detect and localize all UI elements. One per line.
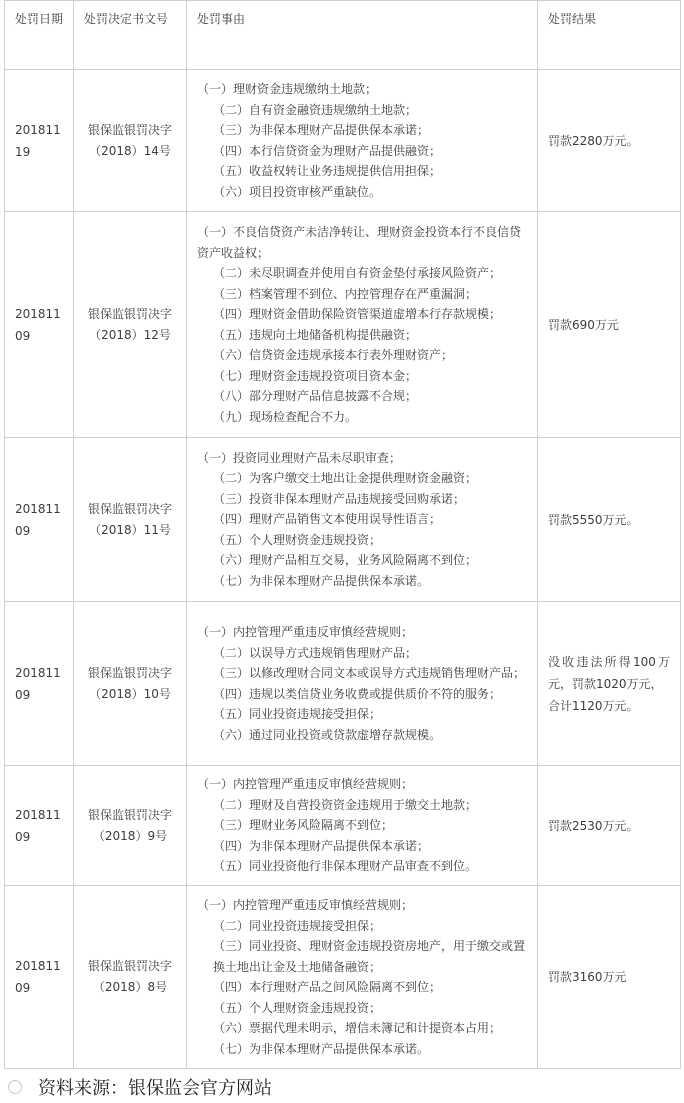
reason-item: （五）同业投资他行非保本理财产品审查不到位。 xyxy=(213,859,478,874)
reason-item: （三）投资非保本理财产品违规接受回购承诺； xyxy=(213,491,466,506)
reason-item: （六）票据代理未明示，增信未簿记和计提资本占用； xyxy=(213,1021,502,1035)
cell-date xyxy=(5,602,74,766)
reason-list xyxy=(197,774,527,877)
reason-item: （四）理财产品销售文本使用误导性语言； xyxy=(213,512,442,527)
date-text: 201811 xyxy=(15,501,61,516)
reason-item: （三）理财业务风险隔离不到位； xyxy=(213,818,394,833)
reason-item: （三）以修改理财合同文本或误导方式违规销售理财产品； xyxy=(213,666,526,680)
decision-no-text: 银保监银罚决字 xyxy=(87,807,172,822)
reason-item: （六）通过同业投资或贷款虚增存款规模。 xyxy=(213,727,442,742)
cell-reason xyxy=(187,602,538,766)
reason-item: （一）内控管理严重违反审慎经营规则； xyxy=(197,777,414,792)
reason-item: （九）现场检查配合不力。 xyxy=(213,409,358,424)
reason-item: （二）未尽职调查并使用自有资金垫付承接风险资产； xyxy=(213,266,502,280)
reason-item: （七）为非保本理财产品提供保本承诺。 xyxy=(213,1041,430,1056)
reason-item: （二）以误导方式违规销售理财产品； xyxy=(213,645,418,660)
cell-result xyxy=(538,602,681,766)
decision-no-text: （2018）9号 xyxy=(92,828,168,843)
decision-no-text: （2018）8号 xyxy=(92,980,168,994)
reason-item: （四）违规以类信贷业务收费或提供质价不符的服务； xyxy=(213,686,502,701)
result-text: 罚款5550万元。 xyxy=(548,512,639,527)
reason-item: （一）内控管理严重违反审慎经营规则； xyxy=(197,898,414,912)
circle-watermark-icon xyxy=(8,1080,22,1094)
reason-item: （五）收益权转让业务违规提供信用担保； xyxy=(213,164,442,178)
cell-result xyxy=(538,212,681,438)
cell-result xyxy=(538,766,681,886)
reason-item: （七）为非保本理财产品提供保本承诺。 xyxy=(213,573,430,588)
reason-item: （六）信贷资金违规承接本行表外理财资产； xyxy=(213,348,454,362)
decision-no-text: 银保监银罚决字 xyxy=(87,665,172,680)
cell-reason xyxy=(187,70,538,212)
cell-date xyxy=(5,766,74,886)
result-text: 没收违法所得100万元，罚款1020万元， xyxy=(548,654,670,691)
result-text: 罚款2530万元。 xyxy=(548,818,639,833)
reason-list xyxy=(197,448,527,592)
date-text: 201811 xyxy=(15,959,61,973)
reason-item: （五）同业投资违规接受担保； xyxy=(213,707,382,721)
reason-item: （七）理财资金违规投资项目资本金； xyxy=(213,368,418,383)
cell-result xyxy=(538,438,681,602)
reason-item: （二）同业投资违规接受担保； xyxy=(213,918,382,933)
cell-reason xyxy=(187,212,538,438)
decision-no-text: 银保监银罚决字 xyxy=(87,959,172,973)
reason-item: （三）同业投资、理财资金违规投资房地产，用于缴交或置换土地出让金及土地储备融资； xyxy=(213,939,526,974)
cell-reason xyxy=(187,766,538,886)
header-decision-no: 处罚决定书文号 xyxy=(74,1,187,70)
table-row xyxy=(5,70,681,212)
reason-item: （二）理财及自营投资资金违规用于缴交土地款； xyxy=(213,797,478,812)
cell-decision-no xyxy=(74,212,187,438)
reason-item: （一）投资同业理财产品未尽职审查； xyxy=(197,450,402,465)
result-text: 合计1120万元。 xyxy=(548,698,639,713)
result-text: 罚款3160万元 xyxy=(548,970,627,984)
table-row xyxy=(5,602,681,766)
source-note: 资料来源：银保监会官方网站 xyxy=(38,1078,272,1099)
reason-item: （三）档案管理不到位、内控管理存在严重漏洞； xyxy=(213,286,478,301)
reason-list xyxy=(197,895,527,1059)
header-reason: 处罚事由 xyxy=(187,1,538,70)
date-text: 09 xyxy=(15,981,31,995)
cell-decision-no xyxy=(74,886,187,1069)
reason-item: （六）项目投资审核严重缺位。 xyxy=(213,184,382,199)
reason-item: （四）为非保本理财产品提供保本承诺； xyxy=(213,838,430,853)
header-result: 处罚结果 xyxy=(538,1,681,70)
footer xyxy=(0,1070,684,1103)
decision-no-text: （2018）10号 xyxy=(89,686,171,701)
cell-date xyxy=(5,886,74,1069)
header-date: 处罚日期 xyxy=(5,1,74,70)
decision-no-text: 银保监银罚决字 xyxy=(87,306,172,321)
date-text: 09 xyxy=(15,829,31,844)
reason-item: （二）自有资金融资违规缴纳土地款； xyxy=(213,102,418,117)
date-text: 09 xyxy=(15,328,31,343)
cell-reason xyxy=(187,438,538,602)
cell-decision-no xyxy=(74,602,187,766)
decision-no-text: （2018）11号 xyxy=(89,522,171,537)
result-text: 罚款690万元 xyxy=(548,317,619,332)
table-row xyxy=(5,438,681,602)
reason-item: （一）不良信贷资产未洁净转让、理财资金投资本行不良信贷资产收益权； xyxy=(197,225,522,260)
reason-item: （八）部分理财产品信息披露不合规； xyxy=(213,389,418,403)
date-text: 201811 xyxy=(15,122,61,137)
cell-decision-no xyxy=(74,70,187,212)
reason-list xyxy=(197,79,527,202)
reason-item: （一）理财资金违规缴纳土地款； xyxy=(197,82,378,96)
cell-decision-no xyxy=(74,438,187,602)
date-text: 201811 xyxy=(15,306,61,321)
table-row xyxy=(5,886,681,1069)
date-text: 09 xyxy=(15,523,31,538)
reason-item: （二）为客户缴交土地出让金提供理财资金融资； xyxy=(213,471,478,486)
decision-no-text: （2018）12号 xyxy=(89,327,171,342)
cell-date xyxy=(5,212,74,438)
penalty-table xyxy=(4,0,681,1069)
result-text: 罚款2280万元。 xyxy=(548,133,639,148)
reason-item: （五）违规向土地储备机构提供融资； xyxy=(213,327,418,342)
date-text: 201811 xyxy=(15,665,61,680)
decision-no-text: 银保监银罚决字 xyxy=(87,501,172,516)
reason-item: （四）本行理财产品之间风险隔离不到位； xyxy=(213,980,442,994)
cell-result xyxy=(538,886,681,1069)
table-header-row xyxy=(5,1,681,70)
reason-item: （四）本行信贷资金为理财产品提供融资； xyxy=(213,143,442,158)
reason-item: （三）为非保本理财产品提供保本承诺； xyxy=(213,123,430,137)
table-row xyxy=(5,766,681,886)
cell-date xyxy=(5,438,74,602)
cell-decision-no xyxy=(74,766,187,886)
date-text: 201811 xyxy=(15,807,61,822)
cell-date xyxy=(5,70,74,212)
cell-result xyxy=(538,70,681,212)
reason-list xyxy=(197,222,527,427)
decision-no-text: 银保监银罚决字 xyxy=(87,122,172,137)
reason-item: （一）内控管理严重违反审慎经营规则； xyxy=(197,625,414,639)
reason-item: （五）个人理财资金违规投资； xyxy=(213,1000,382,1015)
reason-item: （六）理财产品相互交易，业务风险隔离不到位； xyxy=(213,553,478,568)
reason-item: （四）理财资金借助保险资管渠道虚增本行存款规模； xyxy=(213,307,502,321)
table-row xyxy=(5,212,681,438)
reason-item: （五）个人理财资金违规投资； xyxy=(213,532,382,547)
date-text: 09 xyxy=(15,687,31,702)
reason-list xyxy=(197,622,527,745)
decision-no-text: （2018）14号 xyxy=(89,143,171,158)
date-text: 19 xyxy=(15,144,31,159)
cell-reason xyxy=(187,886,538,1069)
